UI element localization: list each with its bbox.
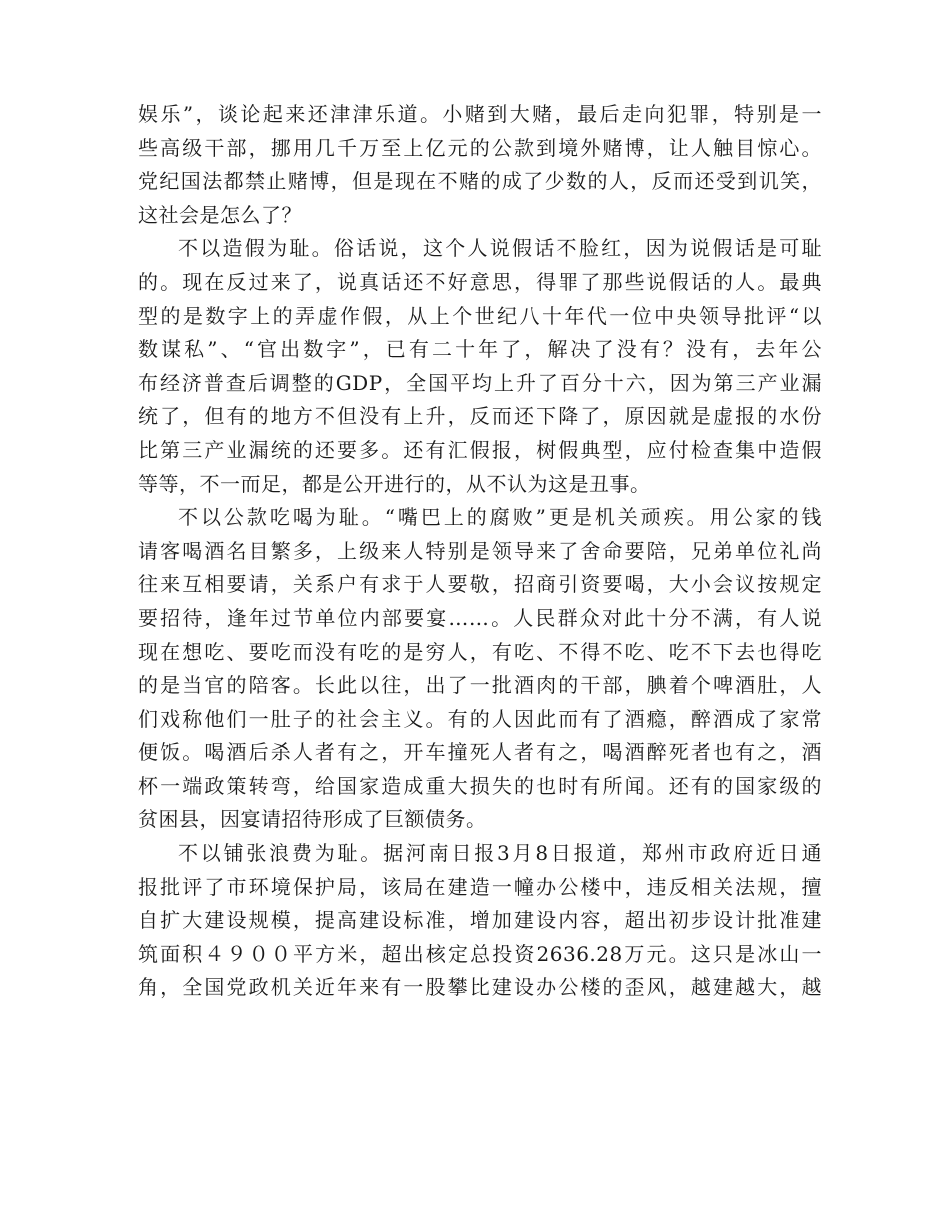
text-line: 贫困县，因宴请招待形成了巨额债务。 [138,807,487,832]
text-line: 报批评了市环境保护局，该局在建造一幢办公楼中，违反相关法规，擅 [138,874,822,899]
paragraph-waste [138,837,822,1005]
text-line: 这社会是怎么了？ [138,202,302,227]
text-line: 统了，但有的地方不但没有上升，反而还下降了，原因就是虚报的水份 [138,404,822,429]
text-line: 自扩大建设规模，提高建设标准，增加建设内容，超出初步设计批准建 [138,908,822,933]
document-page [138,98,822,1005]
text-line: 便饭。喝酒后杀人者有之，开车撞死人者有之，喝酒醉死者也有之，酒 [138,740,822,765]
paragraph-public-dining [138,501,822,837]
text-line: 不以造假为耻。俗话说，这个人说假话不脸红，因为说假话是可耻 [178,236,822,261]
text-line: 筑面积４９００平方米，超出核定总投资2636.28万元。这只是冰山一 [138,941,822,966]
text-line: 不以铺张浪费为耻。据河南日报3月8日报道，郑州市政府近日通 [178,841,822,866]
text-line: 布经济普查后调整的GDP，全国平均上升了百分十六，因为第三产业漏 [138,370,822,395]
text-line: 不以公款吃喝为耻。“嘴巴上的腐败”更是机关顽疾。用公家的钱 [178,505,822,530]
text-line: 往来互相要请，关系户有求于人要敬，招商引资要喝，大小会议按规定 [138,572,822,597]
text-line: 等等，不一而足，都是公开进行的，从不认为这是丑事。 [138,471,651,496]
text-line: 要招待，逢年过节单位内部要宴……。人民群众对此十分不满，有人说 [138,605,822,630]
text-line: 党纪国法都禁止赌博，但是现在不赌的成了少数的人，反而还受到讥笑， [138,169,822,194]
paragraph-gambling [138,98,822,232]
text-line: 比第三产业漏统的还要多。还有汇假报，树假典型，应付检查集中造假 [138,437,822,462]
text-line: 型的是数字上的弄虚作假，从上个世纪八十年代一位中央领导批评“以 [138,303,822,328]
text-line: 的是当官的陪客。长此以往，出了一批酒肉的干部，腆着个啤酒肚，人 [138,673,822,698]
text-line: 现在想吃、要吃而没有吃的是穷人，有吃、不得不吃、吃不下去也得吃 [138,639,822,664]
text-line: 角，全国党政机关近年来有一股攀比建设办公楼的歪风，越建越大，越 [138,975,822,1000]
text-line: 们戏称他们一肚子的社会主义。有的人因此而有了酒瘾，醉酒成了家常 [138,706,822,731]
text-line: 娱乐”，谈论起来还津津乐道。小赌到大赌，最后走向犯罪，特别是一 [138,102,822,126]
text-line: 数谋私”、“官出数字”，已有二十年了，解决了没有？没有，去年公 [138,337,822,362]
paragraph-fraud [138,232,822,501]
text-line: 请客喝酒名目繁多，上级来人特别是领导来了舍命要陪，兄弟单位礼尚 [138,538,822,563]
text-line: 些高级干部，挪用几千万至上亿元的公款到境外赌博，让人触目惊心。 [138,135,822,160]
text-line: 杯一端政策转弯，给国家造成重大损失的也时有所闻。还有的国家级的 [138,773,822,798]
text-line: 的。现在反过来了，说真话还不好意思，得罪了那些说假话的人。最典 [138,269,822,294]
